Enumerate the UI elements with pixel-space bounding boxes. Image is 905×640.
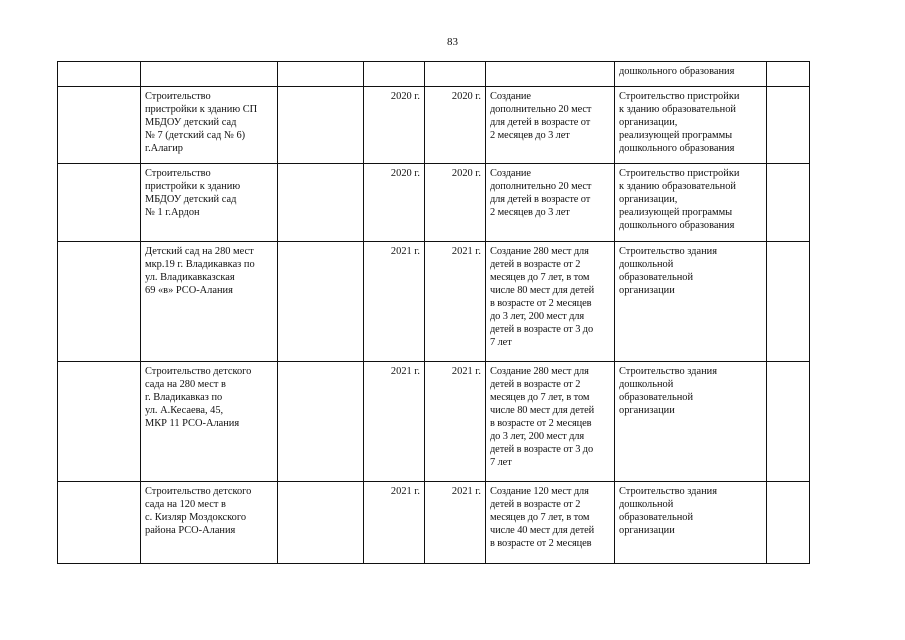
cell-text-line: 7 лет bbox=[490, 337, 512, 348]
cell-note bbox=[767, 362, 810, 482]
page-number: 83 bbox=[447, 36, 458, 48]
cell-result bbox=[486, 87, 615, 164]
cell-object-name bbox=[141, 242, 278, 362]
cell-text-line: № 1 г.Ардон bbox=[145, 207, 200, 218]
cell-text-line: дошкольного образования bbox=[619, 220, 735, 231]
table-row bbox=[58, 87, 810, 164]
cell-end-year: 2020 г. bbox=[425, 164, 486, 242]
cell-text-line: Строительство здания bbox=[619, 246, 717, 257]
cell-object-name bbox=[141, 62, 278, 87]
cell-text-line: дошкольной bbox=[619, 379, 674, 390]
cell-end-year: 2021 г. bbox=[425, 242, 486, 362]
cell-text-line: дополнительно 20 мест bbox=[490, 181, 592, 192]
cell-text-line: Строительство bbox=[145, 91, 211, 102]
cell-text-line: для детей в возрасте от bbox=[490, 117, 591, 128]
cell-text-line: 7 лет bbox=[490, 457, 512, 468]
cell-object-name bbox=[141, 482, 278, 564]
table-row bbox=[58, 362, 810, 482]
cell-text-line: числе 80 мест для детей bbox=[490, 285, 595, 296]
cell-text-line: организации bbox=[619, 405, 675, 416]
cell-start-year: 2021 г. bbox=[364, 242, 425, 362]
cell-text-line: в возрасте от 2 месяцев bbox=[490, 418, 592, 429]
cell-text-line: организации bbox=[619, 285, 675, 296]
cell-text-line: мкр.19 г. Владикавказ по bbox=[145, 259, 255, 270]
cell-text-line: числе 80 мест для детей bbox=[490, 405, 595, 416]
cell-location bbox=[278, 242, 364, 362]
cell-text-line: дошкольного образования bbox=[619, 143, 735, 154]
cell-text-line: дополнительно 20 мест bbox=[490, 104, 592, 115]
cell-end-year: 2020 г. bbox=[425, 87, 486, 164]
cell-number bbox=[58, 164, 141, 242]
cell-note bbox=[767, 164, 810, 242]
cell-text-line: числе 40 мест для детей bbox=[490, 525, 595, 536]
cell-text-line: с. Кизляр Моздокского bbox=[145, 512, 247, 523]
cell-number bbox=[58, 87, 141, 164]
cell-text-line: ул. А.Кесаева, 45, bbox=[145, 405, 224, 416]
cell-text-line: дошкольной bbox=[619, 499, 674, 510]
cell-text-line: Создание bbox=[490, 168, 531, 179]
cell-text-line: Строительство пристройки bbox=[619, 168, 740, 179]
cell-text-line: Строительство детского bbox=[145, 366, 252, 377]
cell-location bbox=[278, 362, 364, 482]
table-row bbox=[58, 242, 810, 362]
cell-text-line: Строительство детского bbox=[145, 486, 252, 497]
cell-text-line: в возрасте от 2 месяцев bbox=[490, 298, 592, 309]
cell-start-year: 2021 г. bbox=[364, 362, 425, 482]
cell-description bbox=[615, 62, 767, 87]
cell-location bbox=[278, 62, 364, 87]
cell-text-line: дошкольной bbox=[619, 259, 674, 270]
cell-text-line: Строительство здания bbox=[619, 486, 717, 497]
cell-end-year bbox=[425, 62, 486, 87]
cell-text-line: для детей в возрасте от bbox=[490, 194, 591, 205]
table-row bbox=[58, 482, 810, 564]
cell-note bbox=[767, 242, 810, 362]
cell-note bbox=[767, 87, 810, 164]
cell-number bbox=[58, 242, 141, 362]
cell-text-line: Создание 280 мест для bbox=[490, 246, 589, 257]
cell-text-line: образовательной bbox=[619, 512, 694, 523]
cell-note bbox=[767, 62, 810, 87]
cell-number bbox=[58, 482, 141, 564]
cell-object-name bbox=[141, 362, 278, 482]
cell-text-line: Строительство пристройки bbox=[619, 91, 740, 102]
cell-text-line: в возрасте от 2 месяцев bbox=[490, 538, 592, 549]
cell-text-line: сада на 280 мест в bbox=[145, 379, 226, 390]
cell-text-line: Создание 120 мест для bbox=[490, 486, 589, 497]
cell-text-line: г.Алагир bbox=[145, 143, 184, 154]
cell-text-line: месяцев до 7 лет, в том bbox=[490, 512, 590, 523]
cell-text-line: сада на 120 мест в bbox=[145, 499, 226, 510]
cell-text-line: организации, bbox=[619, 117, 678, 128]
cell-result bbox=[486, 164, 615, 242]
cell-text-line: 2 месяцев до 3 лет bbox=[490, 207, 570, 218]
cell-text-line: Создание 280 мест для bbox=[490, 366, 589, 377]
program-table bbox=[57, 61, 810, 564]
cell-text-line: детей в возрасте от 2 bbox=[490, 499, 581, 510]
cell-object-name bbox=[141, 164, 278, 242]
cell-result bbox=[486, 362, 615, 482]
cell-text-line: 69 «в» РСО-Алания bbox=[145, 285, 233, 296]
cell-text-line: пристройки к зданию bbox=[145, 181, 241, 192]
cell-start-year: 2021 г. bbox=[364, 482, 425, 564]
cell-number bbox=[58, 62, 141, 87]
cell-result bbox=[486, 242, 615, 362]
cell-text-line: ул. Владикавказская bbox=[145, 272, 235, 283]
cell-start-year bbox=[364, 62, 425, 87]
cell-location bbox=[278, 482, 364, 564]
cell-text-line: образовательной bbox=[619, 272, 694, 283]
cell-text-line: до 3 лет, 200 мест для bbox=[490, 431, 585, 442]
cell-text-line: до 3 лет, 200 мест для bbox=[490, 311, 585, 322]
cell-text-line: Строительство здания bbox=[619, 366, 717, 377]
cell-object-name bbox=[141, 87, 278, 164]
cell-text-line: организации, bbox=[619, 194, 678, 205]
cell-description bbox=[615, 242, 767, 362]
cell-text-line: реализующей программы bbox=[619, 207, 733, 218]
cell-text-line: детей в возрасте от 2 bbox=[490, 259, 581, 270]
cell-number bbox=[58, 362, 141, 482]
cell-result bbox=[486, 62, 615, 87]
table-body bbox=[58, 62, 810, 564]
cell-text-line: Создание bbox=[490, 91, 531, 102]
cell-text-line: 2 месяцев до 3 лет bbox=[490, 130, 570, 141]
cell-end-year: 2021 г. bbox=[425, 362, 486, 482]
cell-text-line: реализующей программы bbox=[619, 130, 733, 141]
cell-text-line: района РСО-Алания bbox=[145, 525, 236, 536]
cell-text-line: месяцев до 7 лет, в том bbox=[490, 392, 590, 403]
cell-description bbox=[615, 362, 767, 482]
cell-start-year: 2020 г. bbox=[364, 164, 425, 242]
cell-description bbox=[615, 87, 767, 164]
cell-text-line: образовательной bbox=[619, 392, 694, 403]
cell-location bbox=[278, 87, 364, 164]
cell-text-line: детей в возрасте от 3 до bbox=[490, 324, 594, 335]
cell-description bbox=[615, 482, 767, 564]
cell-text-line: детей в возрасте от 2 bbox=[490, 379, 581, 390]
table-row bbox=[58, 62, 810, 87]
cell-text-line: Детский сад на 280 мест bbox=[145, 246, 254, 257]
cell-location bbox=[278, 164, 364, 242]
table-row bbox=[58, 164, 810, 242]
cell-text-line: Строительство bbox=[145, 168, 211, 179]
cell-text-line: г. Владикавказ по bbox=[145, 392, 223, 403]
cell-result bbox=[486, 482, 615, 564]
cell-start-year: 2020 г. bbox=[364, 87, 425, 164]
cell-text-line: № 7 (детский сад № 6) bbox=[145, 130, 246, 141]
cell-note bbox=[767, 482, 810, 564]
cell-text-line: МКР 11 РСО-Алания bbox=[145, 418, 240, 429]
cell-text-line: МБДОУ детский сад bbox=[145, 194, 237, 205]
cell-text-line: пристройки к зданию СП bbox=[145, 104, 258, 115]
cell-description bbox=[615, 164, 767, 242]
cell-text-line: детей в возрасте от 3 до bbox=[490, 444, 594, 455]
cell-text-line: к зданию образовательной bbox=[619, 104, 736, 115]
cell-text-line: месяцев до 7 лет, в том bbox=[490, 272, 590, 283]
cell-end-year: 2021 г. bbox=[425, 482, 486, 564]
cell-text-line: к зданию образовательной bbox=[619, 181, 736, 192]
cell-text-line: МБДОУ детский сад bbox=[145, 117, 237, 128]
cell-text-line: организации bbox=[619, 525, 675, 536]
cell-text-line: дошкольного образования bbox=[619, 66, 735, 77]
